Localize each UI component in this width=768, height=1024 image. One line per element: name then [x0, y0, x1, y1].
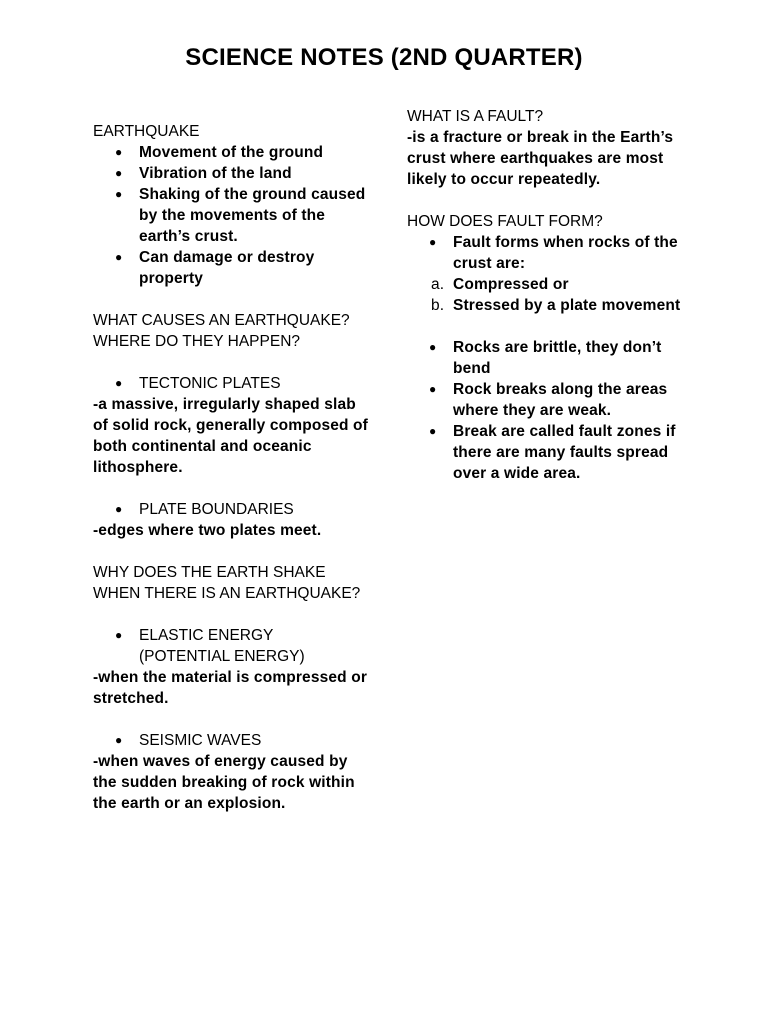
list-item-text: Stressed by a plate movement — [453, 297, 681, 314]
seismic-waves-label: ● SEISMIC WAVES — [93, 730, 368, 751]
list-item-text: Compressed or — [453, 276, 569, 293]
list-item — [407, 295, 697, 316]
fault-heading: WHAT IS A FAULT? — [407, 108, 544, 125]
right-column — [407, 106, 697, 484]
page-title: SCIENCE NOTES (2ND QUARTER) — [185, 44, 583, 71]
causes-heading: WHAT CAUSES AN EARTHQUAKE? WHERE DO THEY HAPPEN? — [93, 312, 350, 350]
earthquake-heading: EARTHQUAKE — [93, 123, 200, 140]
elastic-energy-label: ● ELASTIC ENERGY (POTENTIAL ENERGY) — [93, 625, 368, 667]
list-item: ● Vibration of the land — [93, 163, 368, 184]
tectonic-plates-desc: -a massive, irregularly shaped slab of solid rock, generally composed of both continental and oceanic lithosphere. — [93, 396, 368, 476]
list-item: ● Fault forms when rocks of the crust are: — [407, 232, 697, 274]
rock-points — [407, 337, 697, 484]
list-item: ● Rock breaks along the areas where they are weak. — [407, 379, 697, 421]
list-marker: a. — [431, 276, 445, 293]
list-item: ● Shaking of the ground caused by the movements of the earth’s crust. — [93, 184, 368, 247]
list-item: ● Break are called fault zones if there are many faults spread over a wide area. — [407, 421, 697, 484]
seismic-waves-desc: -when waves of energy caused by the sudden breaking of rock within the earth or an explosion. — [93, 753, 355, 812]
earthquake-points — [93, 142, 368, 289]
list-item: ● Rocks are brittle, they don’t bend — [407, 337, 697, 379]
list-item: ● Movement of the ground — [93, 142, 368, 163]
list-item: ● Can damage or destroy property — [93, 247, 368, 289]
tectonic-plates-label: ● TECTONIC PLATES — [93, 373, 368, 394]
shake-heading: WHY DOES THE EARTH SHAKE WHEN THERE IS AN EARTHQUAKE? — [93, 564, 361, 602]
fault-desc: -is a fracture or break in the Earth’s crust where earthquakes are most likely to occur repeatedly. — [407, 129, 674, 188]
plate-boundaries-label: ● PLATE BOUNDARIES — [93, 499, 368, 520]
fault-form-heading: HOW DOES FAULT FORM? — [407, 213, 603, 230]
fault-form-list — [407, 274, 697, 316]
list-item — [407, 274, 697, 295]
elastic-energy-desc: -when the material is compressed or stretched. — [93, 669, 368, 707]
left-column — [93, 121, 368, 814]
list-marker: b. — [431, 297, 445, 314]
plate-boundaries-desc: -edges where two plates meet. — [93, 522, 322, 539]
